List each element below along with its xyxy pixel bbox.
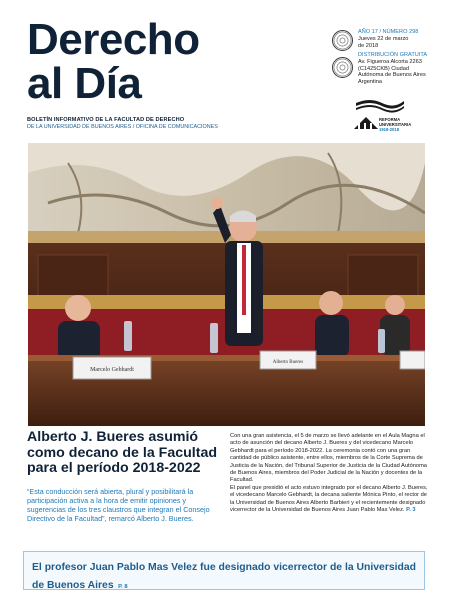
faculty-seal-icon xyxy=(332,57,353,78)
address-line4: Argentina xyxy=(358,79,382,86)
reform-line2: UNIVERSITARIA xyxy=(379,122,412,127)
article-body xyxy=(230,433,428,514)
article-quote: “Esta conducción será abierta, plural y posibilitará la participación activa a la hora de emitir opiniones y sugerencias de los tres claustros que integran el Consejo Directivo de la Facultad”, remarcó Alberto J. Bueres. xyxy=(27,487,210,523)
reform-years: 1918-2018 xyxy=(379,127,400,132)
issue-info xyxy=(358,29,448,49)
issue-date-line1: Jueves 22 de marzo xyxy=(358,35,409,42)
distribution-label: DISTRIBUCIÓN GRATUITA xyxy=(358,52,428,58)
article-body-paragraph1: Con una gran asistencia, el 5 de marzo se llevó adelante en el Aula Magna el acto de asunción del decano Alberto J. Bueres y del vicedecano Marcelo Gebhardt para el período 2018-2022. La ceremonia contó con una gran cantidad de público asistente, entre ellos, miembros de la Corte Suprema de Justicia de la Nación, del Tribunal Superior de Justicia de la Ciudad Autónoma de Buenos Aires, miembros del Poder Judicial de la Nación y docentes de la Facultad. xyxy=(230,433,427,484)
subtitle-line2: DE LA UNIVERSIDAD DE BUENOS AIRES / OFICINA DE COMUNICACIONES xyxy=(27,124,218,130)
address-line1: Av. Figueroa Alcorta 2263 xyxy=(358,58,422,65)
address-line2: (C1425CKB) Ciudad xyxy=(358,65,409,72)
masthead xyxy=(27,15,327,108)
reform-line1: REFORMA xyxy=(379,117,401,122)
subtitle-line1: BOLETÍN INFORMATIVO DE LA FACULTAD DE DERECHO xyxy=(27,117,185,123)
issue-number: AÑO 17 / NÚMERO 298 xyxy=(358,29,419,35)
article-body-paragraph2: El panel que presidió el acto estuvo integrado por el decano Alberto J. Bueres, el vicedecano Marcelo Gebhardt, la decana saliente Mónica Pinto, el rector de la Universidad de Buenos Aires Alberto Barbieri y el recientemente designado vicerrector de la Universidad de Buenos Aires Juan Pablo Mas Velez. xyxy=(230,484,428,514)
address-line3: Autónoma de Buenos Aires xyxy=(358,72,426,79)
nameplate-center: Alberto Bueres xyxy=(272,360,304,365)
nameplate-left: Marcelo Gebhardt xyxy=(90,367,134,373)
bottom-teaser-page-ref[interactable]: P. 8 xyxy=(118,584,128,590)
masthead-title-line1: Derecho xyxy=(27,15,200,64)
article-headline: Alberto J. Bueres asumió como decano de la Facultad para el período 2018-2022 xyxy=(27,429,218,476)
bottom-teaser-box[interactable] xyxy=(23,551,425,590)
distribution-info xyxy=(358,52,448,86)
article-page-ref[interactable]: P. 3 xyxy=(406,507,416,514)
masthead-subtitle xyxy=(27,117,327,131)
issue-date-line2: de 2018 xyxy=(358,42,379,49)
university-seal-icon xyxy=(332,30,353,51)
reform-logo-text xyxy=(379,117,411,132)
bottom-teaser-text: El profesor Juan Pablo Mas Velez fue designado vicerrector de la Universidad de Buenos Aires xyxy=(32,562,417,591)
masthead-title-line2: al Día xyxy=(27,59,142,108)
ceremony-photo xyxy=(28,143,425,426)
ceremony-photo-illustration xyxy=(28,143,425,426)
